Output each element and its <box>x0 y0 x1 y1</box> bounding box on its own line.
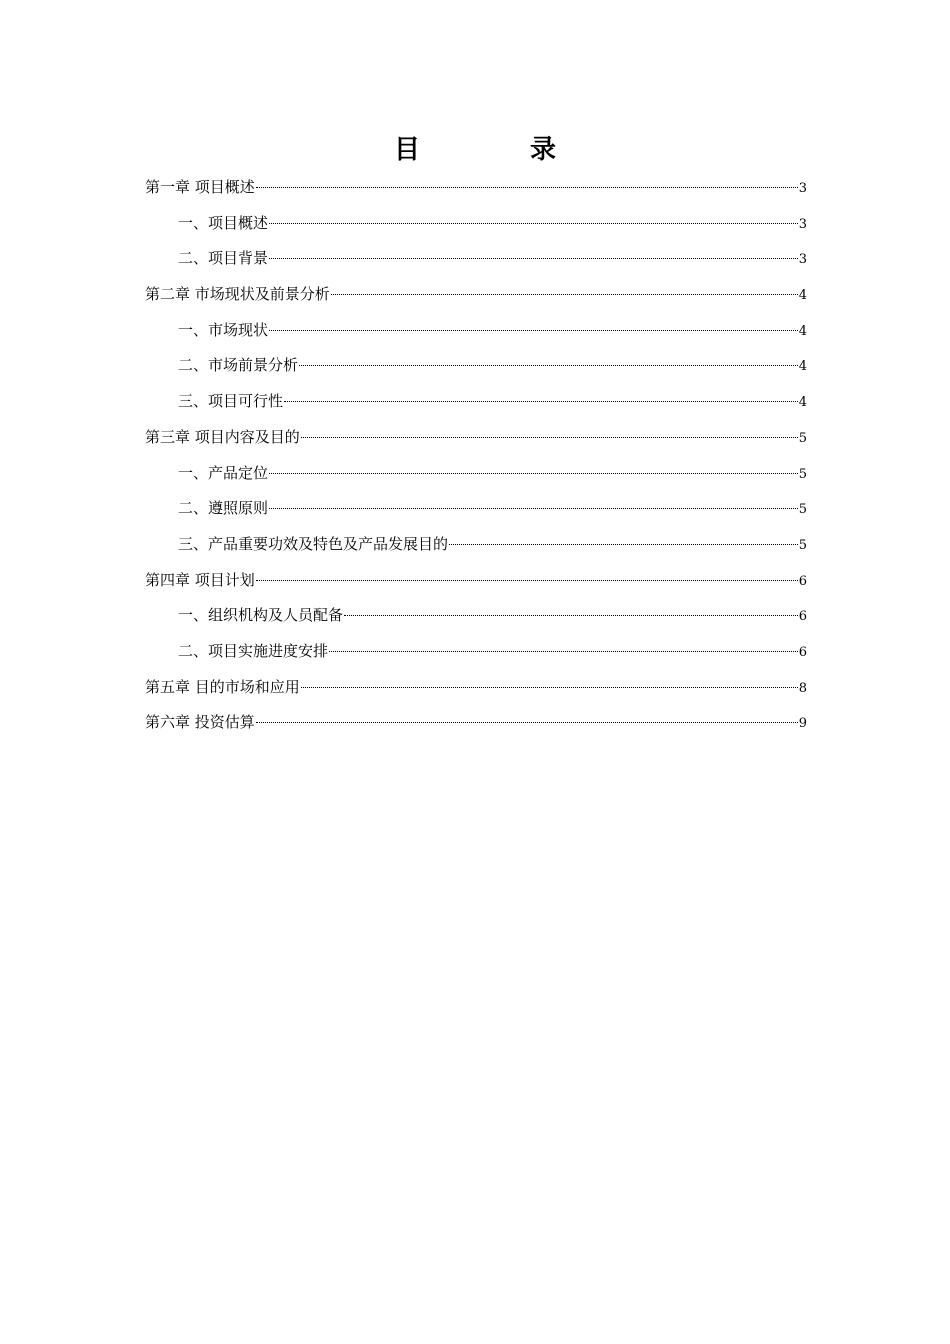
toc-entry-label: 一、产品定位 <box>178 463 269 482</box>
toc-entry-label: 二、项目背景 <box>178 249 269 268</box>
toc-dot-leader <box>269 330 798 331</box>
toc-chapter-entry[interactable] <box>145 420 807 456</box>
toc-dot-leader <box>269 223 798 224</box>
toc-section-entry[interactable] <box>145 313 807 349</box>
toc-section-entry[interactable] <box>145 491 807 527</box>
toc-section-entry[interactable] <box>145 634 807 670</box>
toc-dot-leader <box>256 722 798 723</box>
toc-page-number: 3 <box>798 216 807 232</box>
toc-entry-label: 第一章 项目概述 <box>145 178 255 196</box>
toc-dot-leader <box>344 615 798 616</box>
toc-chapter-entry[interactable] <box>145 277 807 313</box>
toc-dot-leader <box>256 580 798 581</box>
toc-entry-label: 二、遵照原则 <box>178 499 269 518</box>
toc-title-left: 目 <box>393 135 420 165</box>
toc-chapter-entry[interactable] <box>145 170 807 206</box>
toc-entry-label: 第五章 目的市场和应用 <box>145 677 300 696</box>
toc-chapter-entry[interactable] <box>145 563 807 599</box>
toc-dot-leader <box>269 473 798 474</box>
toc-page-number: 4 <box>798 359 807 375</box>
toc-page-number: 3 <box>798 181 807 196</box>
toc-dot-leader <box>301 437 798 438</box>
toc-page-number: 9 <box>798 716 807 732</box>
toc-dot-leader <box>256 187 798 188</box>
toc-section-entry[interactable] <box>145 527 807 563</box>
toc-title <box>0 130 950 170</box>
toc-entry-label: 三、产品重要功效及特色及产品发展目的 <box>178 534 449 553</box>
toc-section-entry[interactable] <box>145 456 807 492</box>
toc-section-entry[interactable] <box>145 348 807 384</box>
toc-entry-label: 一、组织机构及人员配备 <box>178 606 344 625</box>
toc-dot-leader <box>329 651 798 652</box>
toc-section-entry[interactable] <box>145 384 807 420</box>
toc-list <box>145 170 807 741</box>
toc-entry-label: 一、项目概述 <box>178 213 269 232</box>
toc-page-number: 6 <box>798 573 807 589</box>
toc-entry-label: 二、市场前景分析 <box>178 356 299 375</box>
toc-page-number: 5 <box>798 537 807 553</box>
toc-page-number: 5 <box>798 430 807 446</box>
toc-page-number: 8 <box>798 680 807 696</box>
toc-page-number: 3 <box>798 252 807 268</box>
toc-dot-leader <box>449 544 798 545</box>
toc-page-number: 6 <box>798 609 807 625</box>
toc-dot-leader <box>301 687 798 688</box>
toc-title-right: 录 <box>530 135 557 165</box>
toc-entry-label: 三、项目可行性 <box>178 392 284 411</box>
toc-dot-leader <box>269 258 798 259</box>
toc-page-number: 4 <box>798 323 807 339</box>
toc-chapter-entry[interactable] <box>145 705 807 741</box>
toc-dot-leader <box>269 508 798 509</box>
toc-entry-label: 一、市场现状 <box>178 320 269 339</box>
toc-page-number: 4 <box>798 288 807 304</box>
toc-section-entry[interactable] <box>145 598 807 634</box>
toc-page-number: 4 <box>798 395 807 411</box>
toc-page-number: 5 <box>798 502 807 518</box>
toc-entry-label: 第六章 投资估算 <box>145 713 255 732</box>
toc-dot-leader <box>284 401 798 402</box>
toc-section-entry[interactable] <box>145 241 807 277</box>
toc-entry-label: 第四章 项目计划 <box>145 570 255 589</box>
toc-page-number: 6 <box>798 644 807 660</box>
toc-chapter-entry[interactable] <box>145 670 807 706</box>
toc-entry-label: 第三章 项目内容及目的 <box>145 427 300 446</box>
toc-entry-label: 第二章 市场现状及前景分析 <box>145 285 330 304</box>
toc-dot-leader <box>299 365 798 366</box>
toc-dot-leader <box>331 294 798 295</box>
toc-entry-label: 二、项目实施进度安排 <box>178 641 329 660</box>
toc-page-number: 5 <box>798 466 807 482</box>
toc-section-entry[interactable] <box>145 206 807 242</box>
